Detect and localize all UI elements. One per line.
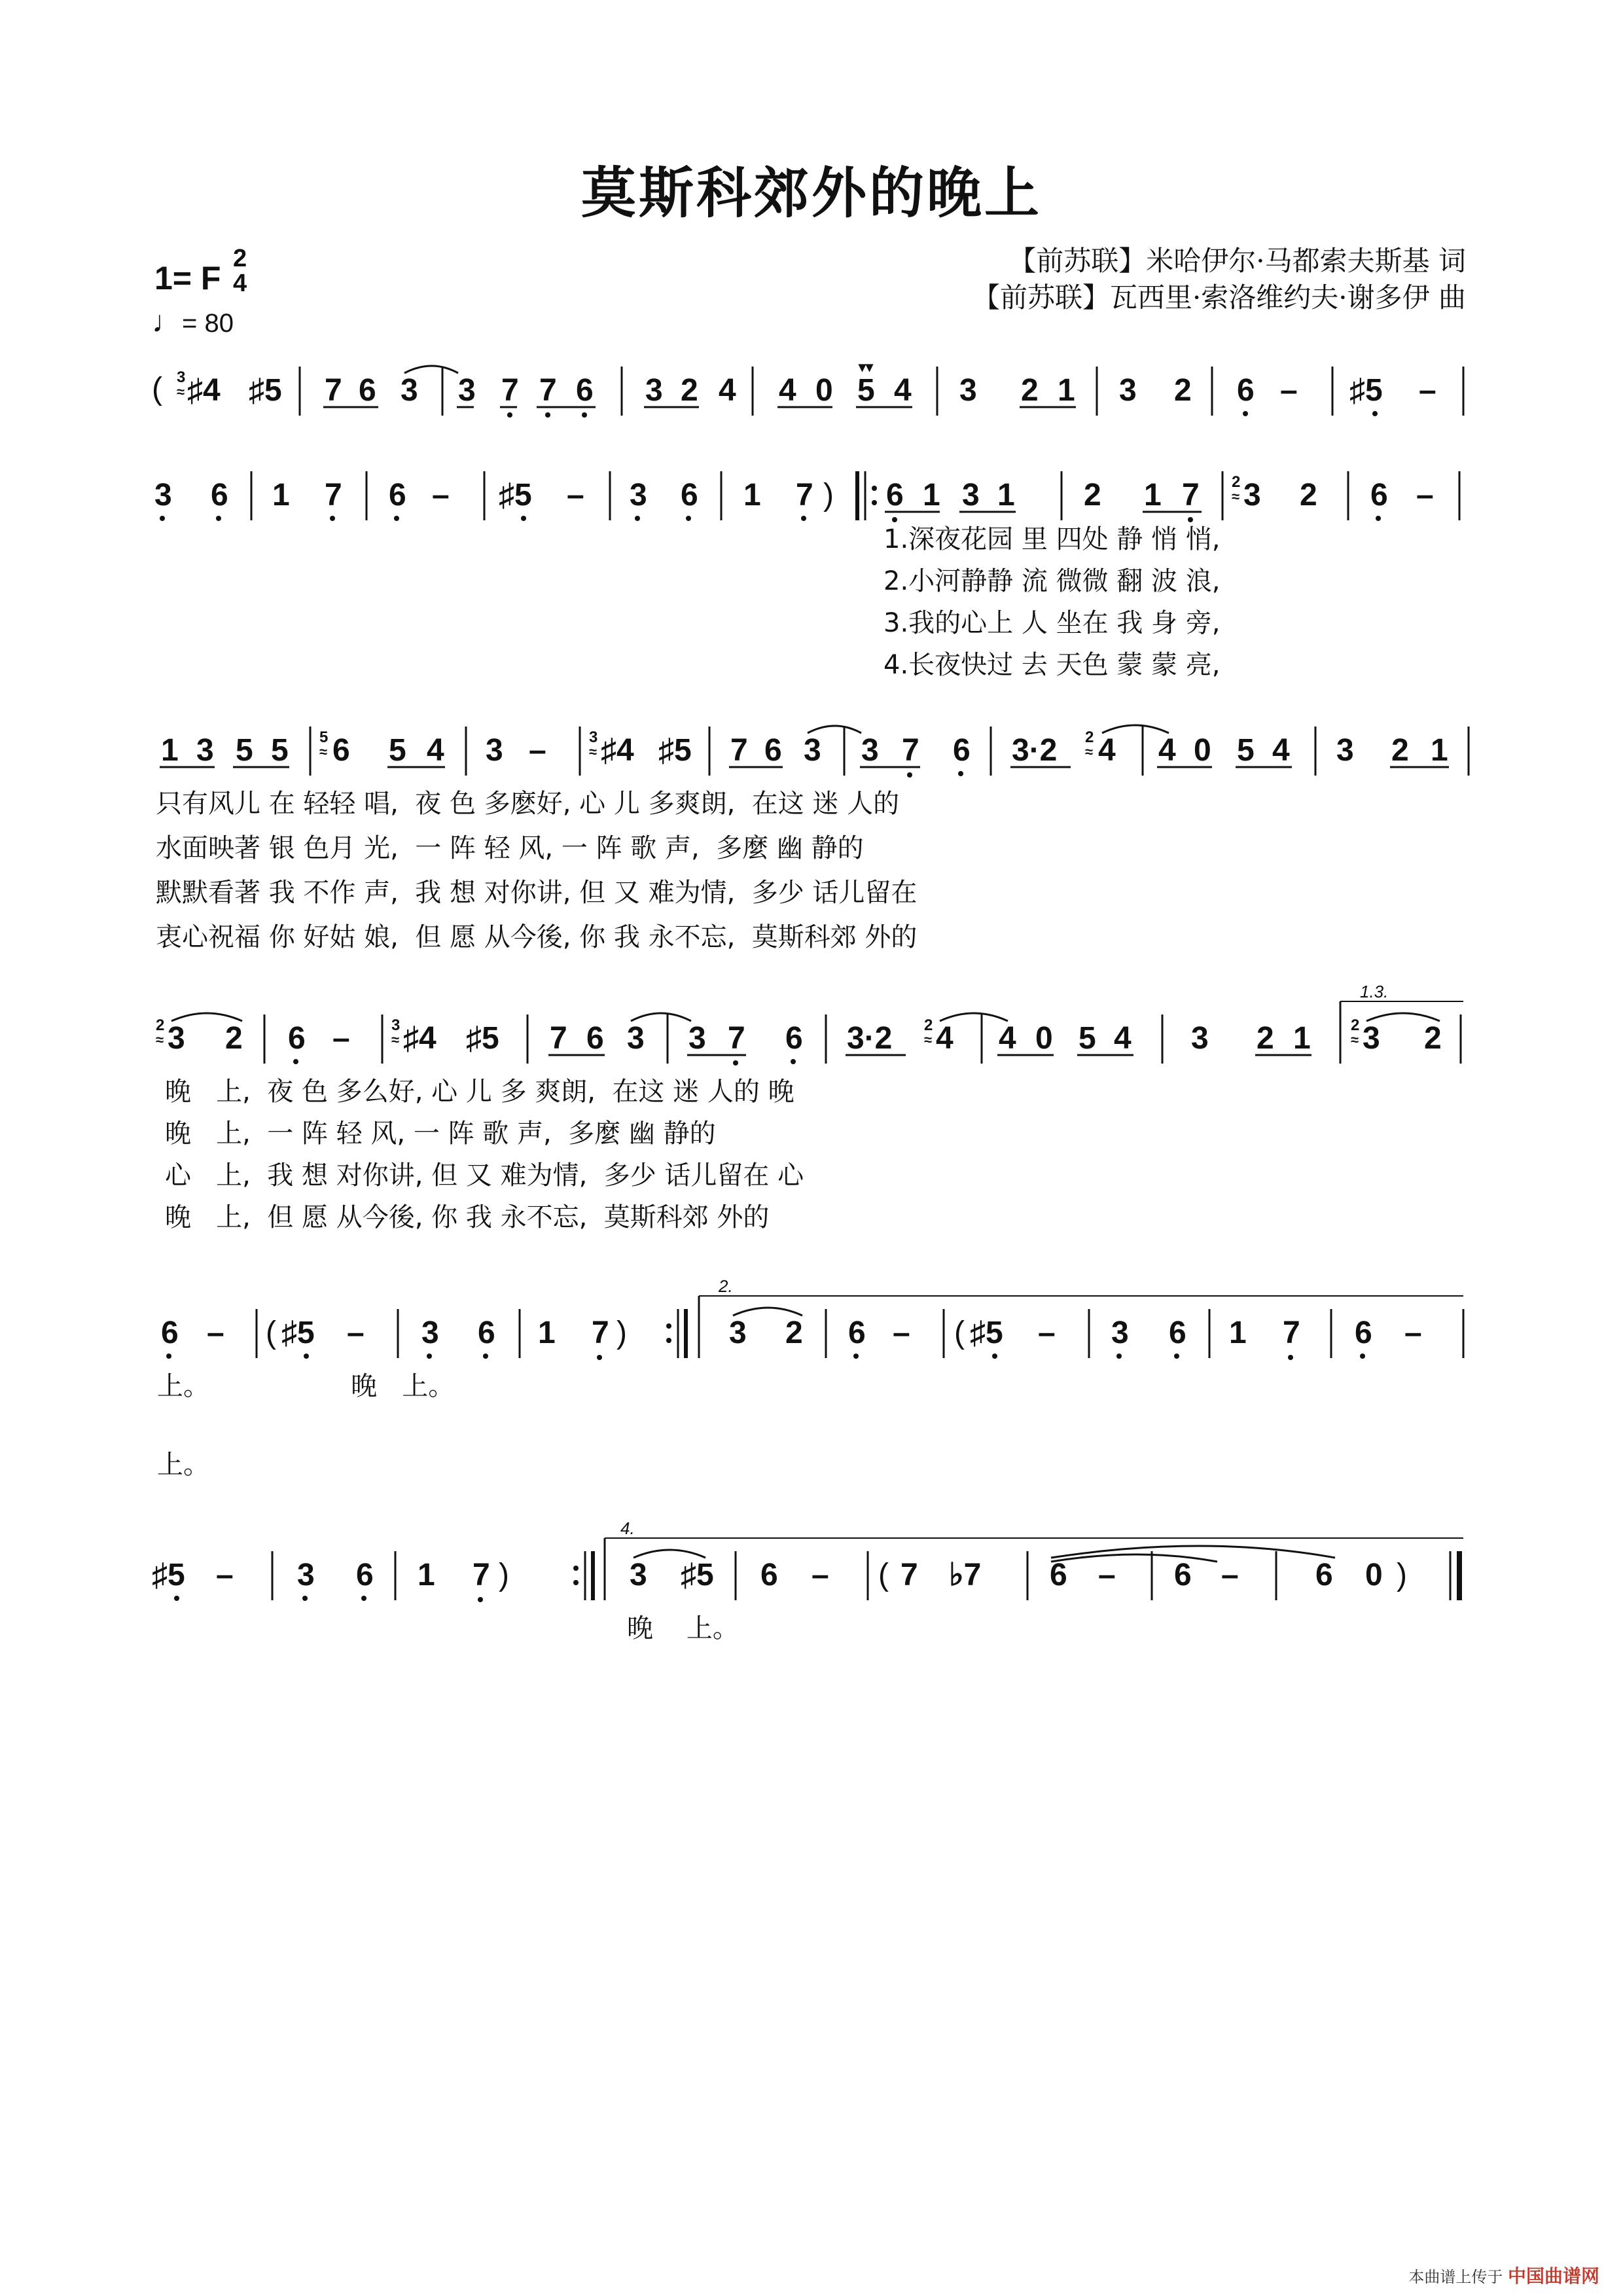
svg-text:3: 3 [391, 1016, 401, 1034]
svg-text:2: 2 [1257, 1021, 1274, 1056]
svg-text:6: 6 [332, 733, 350, 768]
staff-system-2-notation [0, 458, 1623, 537]
svg-text:6: 6 [1169, 1316, 1186, 1350]
svg-text:3: 3 [630, 478, 647, 512]
volta-4-label: 4. [620, 1518, 635, 1538]
svg-text:7: 7 [1283, 1316, 1300, 1350]
verse-3-lyric-line-3: 心 上, 我 想 对你讲, 但 又 难为情, 多少 话儿留在 心 [165, 1160, 804, 1191]
footer-text: 本曲谱上传于 [1408, 2268, 1503, 2286]
staff-system-5-notation [0, 1276, 1623, 1374]
svg-text:3: 3 [154, 478, 172, 512]
svg-text:6: 6 [211, 478, 228, 512]
svg-text:1: 1 [1293, 1021, 1311, 1056]
svg-text:3: 3 [1243, 478, 1261, 512]
svg-text:6: 6 [1315, 1558, 1333, 1592]
staff-system-7-notation [0, 1518, 1623, 1617]
svg-text:(: ( [878, 1558, 889, 1592]
footer-brand: 中国曲谱网 [1507, 2265, 1599, 2287]
svg-text:♯5: ♯5 [681, 1558, 714, 1592]
svg-text:5: 5 [271, 733, 289, 768]
svg-text:7: 7 [592, 1316, 609, 1350]
svg-text:2: 2 [1232, 473, 1241, 491]
svg-text:6: 6 [288, 1021, 306, 1056]
ending-lyric-line-1: 上。 晚 上。 [157, 1371, 455, 1401]
svg-text:3: 3 [1119, 373, 1137, 408]
svg-text:♯5: ♯5 [152, 1558, 185, 1592]
svg-text:–: – [207, 1316, 224, 1350]
svg-text:3: 3 [177, 368, 186, 386]
svg-text:6: 6 [359, 373, 376, 408]
svg-text:3: 3 [196, 733, 214, 768]
staff-system-3-notation [0, 713, 1623, 792]
svg-text:1: 1 [923, 478, 940, 512]
svg-text:♯5: ♯5 [499, 478, 532, 512]
svg-text:6: 6 [356, 1558, 374, 1592]
final-ending-lyric: 晚 上。 [627, 1613, 739, 1643]
svg-text:1: 1 [538, 1316, 556, 1350]
svg-text:–: – [1404, 1316, 1422, 1350]
svg-text:6: 6 [785, 1021, 803, 1056]
verse-1-intro-lyric: 1.深夜花园 里 四处 静 悄 悄, [883, 524, 1221, 554]
staff-system-5 [0, 1276, 1623, 1374]
svg-text:–: – [1280, 373, 1298, 408]
svg-text:3: 3 [861, 733, 879, 768]
svg-text:1: 1 [1431, 733, 1448, 768]
svg-text:≈: ≈ [589, 744, 597, 760]
svg-text:1: 1 [161, 733, 179, 768]
svg-text:3: 3 [168, 1021, 185, 1056]
staff-system-2 [0, 458, 1623, 537]
svg-text:≈: ≈ [1351, 1031, 1359, 1048]
svg-text:5: 5 [389, 733, 406, 768]
svg-text:(: ( [954, 1316, 965, 1350]
svg-text:6: 6 [1174, 1558, 1192, 1592]
svg-text:2: 2 [1391, 733, 1409, 768]
svg-text:4: 4 [894, 373, 912, 408]
time-signature-top: 2 [233, 245, 247, 272]
svg-text:3: 3 [688, 1021, 706, 1056]
svg-text:2: 2 [156, 1016, 165, 1034]
svg-text:3: 3 [1111, 1316, 1129, 1350]
time-signature-bottom: 4 [233, 270, 247, 297]
svg-text:): ) [1397, 1558, 1407, 1592]
svg-text:≈: ≈ [924, 1031, 933, 1048]
svg-text:≈: ≈ [1085, 744, 1094, 760]
svg-text:–: – [893, 1316, 910, 1350]
svg-text:6: 6 [760, 1558, 778, 1592]
staff-system-4-notation [0, 982, 1623, 1080]
svg-text:4: 4 [1158, 733, 1176, 768]
svg-text:–: – [1038, 1316, 1056, 1350]
svg-text:≈: ≈ [156, 1031, 164, 1048]
svg-text:7: 7 [325, 373, 342, 408]
svg-text:7: 7 [796, 478, 813, 512]
staff-system-7 [0, 1518, 1623, 1617]
verse-1-lyric-line-3: 晚 上, 夜 色 多么好, 心 儿 多 爽朗, 在这 迷 人的 晚 [165, 1077, 794, 1107]
svg-text:–: – [1221, 1558, 1239, 1592]
svg-text:2: 2 [785, 1316, 803, 1350]
staff-system-4 [0, 982, 1623, 1080]
svg-text:–: – [1419, 373, 1436, 408]
svg-text:3: 3 [401, 373, 418, 408]
svg-text:–: – [216, 1558, 234, 1592]
staff-system-3 [0, 713, 1623, 792]
time-signature [233, 246, 247, 296]
svg-text:4: 4 [1114, 1021, 1132, 1056]
ending-lyric-line-2: 上。 [157, 1450, 209, 1480]
svg-text:6: 6 [953, 733, 971, 768]
svg-text:3: 3 [630, 1558, 647, 1592]
svg-text:3·2: 3·2 [847, 1021, 893, 1056]
svg-text:2: 2 [1424, 1021, 1442, 1056]
svg-text:–: – [1416, 478, 1434, 512]
tempo-marking [152, 304, 234, 339]
svg-text:4: 4 [1272, 733, 1290, 768]
svg-text:6: 6 [161, 1316, 179, 1350]
svg-text:6: 6 [764, 733, 782, 768]
svg-text:3: 3 [458, 373, 476, 408]
svg-text:3: 3 [297, 1558, 315, 1592]
svg-text:3·2: 3·2 [1012, 733, 1058, 768]
verse-4-intro-lyric: 4.长夜快过 去 天色 蒙 蒙 亮, [883, 650, 1221, 680]
svg-text:2: 2 [1084, 478, 1101, 512]
svg-text:6: 6 [1237, 373, 1255, 408]
svg-text:6: 6 [576, 373, 594, 408]
svg-text:–: – [1098, 1558, 1116, 1592]
svg-text:4: 4 [936, 1021, 954, 1056]
svg-text:7: 7 [902, 733, 919, 768]
svg-text:2: 2 [225, 1021, 243, 1056]
svg-text:7: 7 [730, 733, 748, 768]
svg-text:6: 6 [586, 1021, 604, 1056]
svg-text:5: 5 [1079, 1021, 1096, 1056]
svg-text:–: – [332, 1021, 350, 1056]
svg-text:3: 3 [627, 1021, 645, 1056]
svg-text:1: 1 [272, 478, 290, 512]
svg-text:6: 6 [886, 478, 904, 512]
svg-text:–: – [567, 478, 584, 512]
svg-text:7: 7 [539, 373, 557, 408]
svg-text:1: 1 [418, 1558, 435, 1592]
svg-text:1: 1 [1144, 478, 1162, 512]
svg-text:6: 6 [478, 1316, 495, 1350]
svg-text:7: 7 [325, 478, 342, 512]
svg-text:6: 6 [848, 1316, 866, 1350]
svg-text:≈: ≈ [177, 384, 185, 400]
verse-2-lyric-line-2: 水面映著 银 色月 光, 一 阵 轻 风, 一 阵 歌 声, 多麼 幽 静的 [156, 833, 864, 863]
staff-system-1-notation [0, 353, 1623, 445]
svg-text:2: 2 [1021, 373, 1039, 408]
svg-text:7: 7 [550, 1021, 567, 1056]
verse-4-lyric-line-3: 晚 上, 但 愿 从今後, 你 我 永不忘, 莫斯科郊 外的 [165, 1202, 770, 1232]
svg-text:4: 4 [779, 373, 796, 408]
svg-text:0: 0 [815, 373, 833, 408]
svg-text:–: – [432, 478, 450, 512]
svg-text:3: 3 [1363, 1021, 1380, 1056]
svg-text:▾▾: ▾▾ [859, 359, 874, 375]
svg-text:3: 3 [729, 1316, 747, 1350]
svg-text:3: 3 [421, 1316, 439, 1350]
svg-text:): ) [823, 478, 834, 512]
svg-text:2: 2 [924, 1016, 933, 1034]
svg-text:7: 7 [901, 1558, 918, 1592]
svg-text:3: 3 [645, 373, 663, 408]
verse-1-lyric-line-2: 只有风儿 在 轻轻 唱, 夜 色 多麽好, 心 儿 多爽朗, 在这 迷 人的 [156, 789, 900, 819]
svg-text:♯5: ♯5 [466, 1021, 499, 1056]
svg-text:(: ( [266, 1316, 276, 1350]
quarter-note-icon: ♩ [152, 304, 182, 338]
svg-text:0: 0 [1035, 1021, 1053, 1056]
svg-text:6: 6 [1050, 1558, 1067, 1592]
svg-text:♯5: ♯5 [1349, 373, 1383, 408]
verse-2-lyric-line-3: 晚 上, 一 阵 轻 风, 一 阵 歌 声, 多麼 幽 静的 [165, 1119, 716, 1149]
key-signature: 1= F [154, 260, 221, 296]
svg-text:6: 6 [681, 478, 698, 512]
svg-text:1: 1 [1058, 373, 1075, 408]
svg-text:5: 5 [1237, 733, 1255, 768]
svg-text:5: 5 [236, 733, 253, 768]
svg-text:3: 3 [959, 373, 977, 408]
svg-text:♯5: ♯5 [658, 733, 692, 768]
svg-text:5: 5 [319, 728, 329, 746]
svg-text:≈: ≈ [391, 1031, 400, 1048]
composer-credit: 【前苏联】瓦西里·索洛维约夫·谢多伊 曲 [972, 281, 1466, 314]
verse-3-intro-lyric: 3.我的心上 人 坐在 我 身 旁, [883, 608, 1221, 638]
svg-text:3: 3 [486, 733, 503, 768]
staff-system-1 [0, 353, 1623, 445]
svg-text:3: 3 [1191, 1021, 1209, 1056]
svg-text:6: 6 [389, 478, 406, 512]
svg-text:♯4: ♯4 [403, 1021, 437, 1056]
svg-text:–: – [812, 1558, 829, 1592]
svg-text:3: 3 [962, 478, 980, 512]
svg-text:–: – [529, 733, 546, 768]
svg-text:2: 2 [1085, 728, 1094, 746]
svg-text:1: 1 [743, 478, 761, 512]
page-title: 莫斯科郊外的晚上 [580, 161, 1042, 225]
svg-text:2: 2 [1174, 373, 1192, 408]
svg-text:7: 7 [501, 373, 519, 408]
svg-text:♯5: ♯5 [970, 1316, 1003, 1350]
verse-3-lyric-line-2: 默默看著 我 不作 声, 我 想 对你讲, 但 又 难为情, 多少 话儿留在 [156, 878, 918, 908]
svg-text:♭7: ♭7 [949, 1558, 982, 1592]
verse-2-intro-lyric: 2.小河静静 流 微微 翻 波 浪, [883, 566, 1221, 596]
svg-text:♯4: ♯4 [187, 373, 221, 408]
svg-text:): ) [499, 1558, 509, 1592]
svg-text:4: 4 [999, 1021, 1016, 1056]
volta-2-label: 2. [719, 1276, 733, 1296]
svg-text:): ) [616, 1316, 627, 1350]
svg-text:≈: ≈ [1232, 488, 1240, 505]
svg-text:6: 6 [1370, 478, 1388, 512]
svg-text:≈: ≈ [319, 744, 328, 760]
svg-text:♯5: ♯5 [281, 1316, 315, 1350]
svg-text:2: 2 [681, 373, 698, 408]
svg-text:0: 0 [1365, 1558, 1383, 1592]
svg-text:1: 1 [1229, 1316, 1247, 1350]
svg-text:3: 3 [589, 728, 598, 746]
svg-text:1: 1 [997, 478, 1015, 512]
svg-text:♯4: ♯4 [601, 733, 634, 768]
svg-text:3: 3 [804, 733, 821, 768]
svg-text:7: 7 [473, 1558, 490, 1592]
svg-text:2: 2 [1300, 478, 1317, 512]
verse-4-lyric-line-2: 衷心祝福 你 好姑 娘, 但 愿 从今後, 你 我 永不忘, 莫斯科郊 外的 [156, 922, 918, 952]
site-watermark [1408, 2262, 1599, 2288]
svg-text:♯5: ♯5 [249, 373, 282, 408]
svg-text:7: 7 [1182, 478, 1200, 512]
svg-text:5: 5 [857, 373, 875, 408]
volta-1-3-label: 1.3. [1360, 982, 1389, 1001]
svg-text:–: – [347, 1316, 365, 1350]
svg-text:4: 4 [719, 373, 736, 408]
paren-open: ( [152, 372, 162, 406]
svg-text:3: 3 [1336, 733, 1354, 768]
lyricist-credit: 【前苏联】米哈伊尔·马都索夫斯基 词 [1008, 245, 1466, 277]
svg-text:0: 0 [1194, 733, 1211, 768]
svg-text:2: 2 [1351, 1016, 1360, 1034]
svg-text:6: 6 [1355, 1316, 1372, 1350]
svg-text:4: 4 [427, 733, 444, 768]
svg-text:4: 4 [1098, 733, 1116, 768]
tempo-value: = 80 [182, 309, 234, 338]
svg-text:7: 7 [728, 1021, 745, 1056]
